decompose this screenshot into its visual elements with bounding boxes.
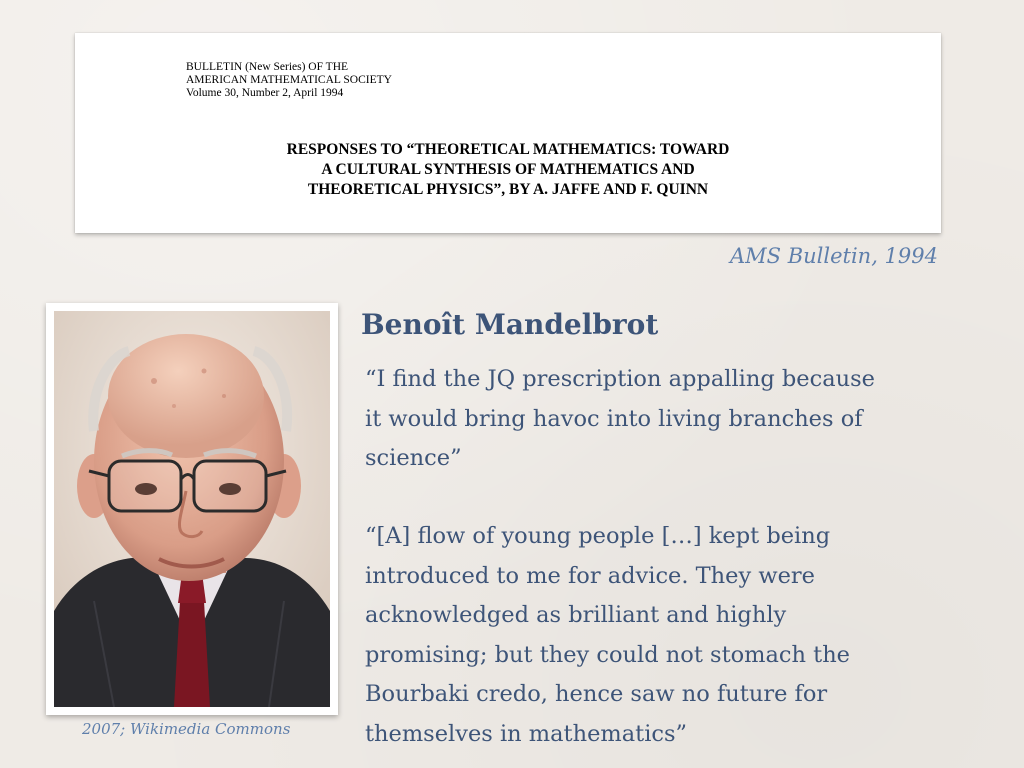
quote-line: acknowledged as brilliant and highly xyxy=(365,602,787,628)
quote-line: science” xyxy=(365,445,462,471)
quote-line: introduced to me for advice. They were xyxy=(365,562,815,589)
quote-line: “[A] flow of young people […] kept being xyxy=(365,523,831,549)
portrait-frame xyxy=(46,303,338,715)
quote-line: Bourbaki credo, hence saw no future for xyxy=(365,681,828,707)
author-name: Benoît Mandelbrot xyxy=(361,308,659,341)
quote-line: it would bring havoc into living branches of xyxy=(365,405,863,432)
source-caption: AMS Bulletin, 1994 xyxy=(729,244,938,268)
article-title-line: A CULTURAL SYNTHESIS OF MATHEMATICS AND xyxy=(321,161,695,178)
article-title xyxy=(75,140,941,200)
quote-2 xyxy=(365,517,850,754)
portrait-photo xyxy=(54,311,330,707)
photo-caption: 2007; Wikimedia Commons xyxy=(82,720,291,738)
journal-line: AMERICAN MATHEMATICAL SOCIETY xyxy=(186,74,392,86)
quote-line: themselves in mathematics” xyxy=(365,720,688,747)
quote-1 xyxy=(365,360,875,479)
quote-line: “I find the JQ prescription appalling because xyxy=(365,366,875,392)
quote-line: promising; but they could not stomach the xyxy=(365,641,851,668)
article-title-line: RESPONSES TO “THEORETICAL MATHEMATICS: TOWARD xyxy=(286,141,730,158)
journal-line: BULLETIN (New Series) OF THE xyxy=(186,61,349,73)
paper-clipping xyxy=(75,33,941,233)
journal-line: Volume 30, Number 2, April 1994 xyxy=(186,87,344,99)
article-title-line: THEORETICAL PHYSICS”, BY A. JAFFE AND F. QUINN xyxy=(307,181,709,198)
journal-info xyxy=(186,61,392,100)
